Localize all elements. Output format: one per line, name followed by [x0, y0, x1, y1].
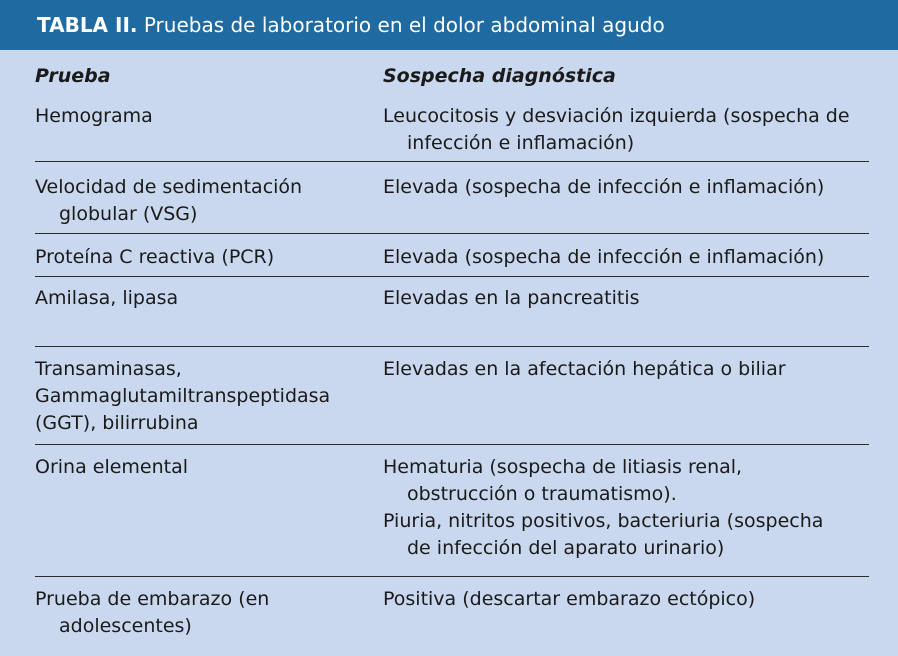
cell-line: Prueba de embarazo (en: [35, 588, 270, 610]
cell-line: Transaminasas,: [35, 358, 182, 380]
row-7-prueba: [35, 586, 269, 640]
row-divider: [35, 576, 869, 577]
cell-line: adolescentes): [59, 615, 192, 637]
cell-line: Proteína C reactiva (PCR): [35, 246, 275, 268]
column-header-sospecha: Sospecha diagnóstica: [383, 65, 616, 87]
cell-line: obstrucción o traumatismo).: [407, 483, 677, 505]
cell-line: Positiva (descartar embarazo ectópico): [383, 588, 756, 610]
row-divider: [35, 276, 869, 277]
cell-line: Amilasa, lipasa: [35, 287, 179, 309]
row-4-sospecha: [383, 285, 640, 312]
row-1-prueba: [35, 103, 153, 130]
cell-line: de infección del aparato urinario): [407, 537, 725, 559]
column-header-prueba: Prueba: [35, 65, 111, 87]
cell-line: Elevadas en la pancreatitis: [383, 287, 640, 309]
cell-line: globular (VSG): [59, 203, 198, 225]
cell-line: Leucocitosis y desviación izquierda (sospecha de: [383, 105, 850, 127]
cell-line: Orina elemental: [35, 456, 189, 478]
cell-line: Velocidad de sedimentación: [35, 176, 303, 198]
table-number: TABLA II.: [37, 13, 138, 37]
row-divider: [35, 346, 869, 347]
row-5-prueba: [35, 356, 330, 437]
cell-line: Elevadas en la afectación hepática o biliar: [383, 358, 786, 380]
row-4-prueba: [35, 285, 178, 312]
cell-line: Hematuria (sospecha de litiasis renal,: [383, 456, 743, 478]
cell-line: infección e inflamación): [407, 132, 635, 154]
cell-line: (GGT), bilirrubina: [35, 412, 199, 434]
row-divider: [35, 233, 869, 234]
row-5-sospecha: [383, 356, 786, 383]
row-divider: [35, 161, 869, 162]
table-title: Pruebas de laboratorio en el dolor abdominal agudo: [143, 13, 665, 37]
row-1-sospecha: [383, 103, 850, 157]
cell-line: Hemograma: [35, 105, 153, 127]
cell-line: Elevada (sospecha de infección e inflamación): [383, 246, 825, 268]
cell-line: Piuria, nitritos positivos, bacteriuria (sospecha: [383, 510, 824, 532]
row-divider: [35, 444, 869, 445]
row-2-sospecha: [383, 174, 824, 201]
table-title-bar: [0, 0, 898, 50]
row-2-prueba: [35, 174, 302, 228]
row-3-prueba: [35, 244, 274, 271]
row-6-prueba: [35, 454, 188, 481]
row-6-sospecha: [383, 454, 823, 562]
cell-line: Gammaglutamiltranspeptidasa: [35, 385, 331, 407]
cell-line: Elevada (sospecha de infección e inflamación): [383, 176, 825, 198]
row-7-sospecha: [383, 586, 755, 613]
row-3-sospecha: [383, 244, 824, 271]
